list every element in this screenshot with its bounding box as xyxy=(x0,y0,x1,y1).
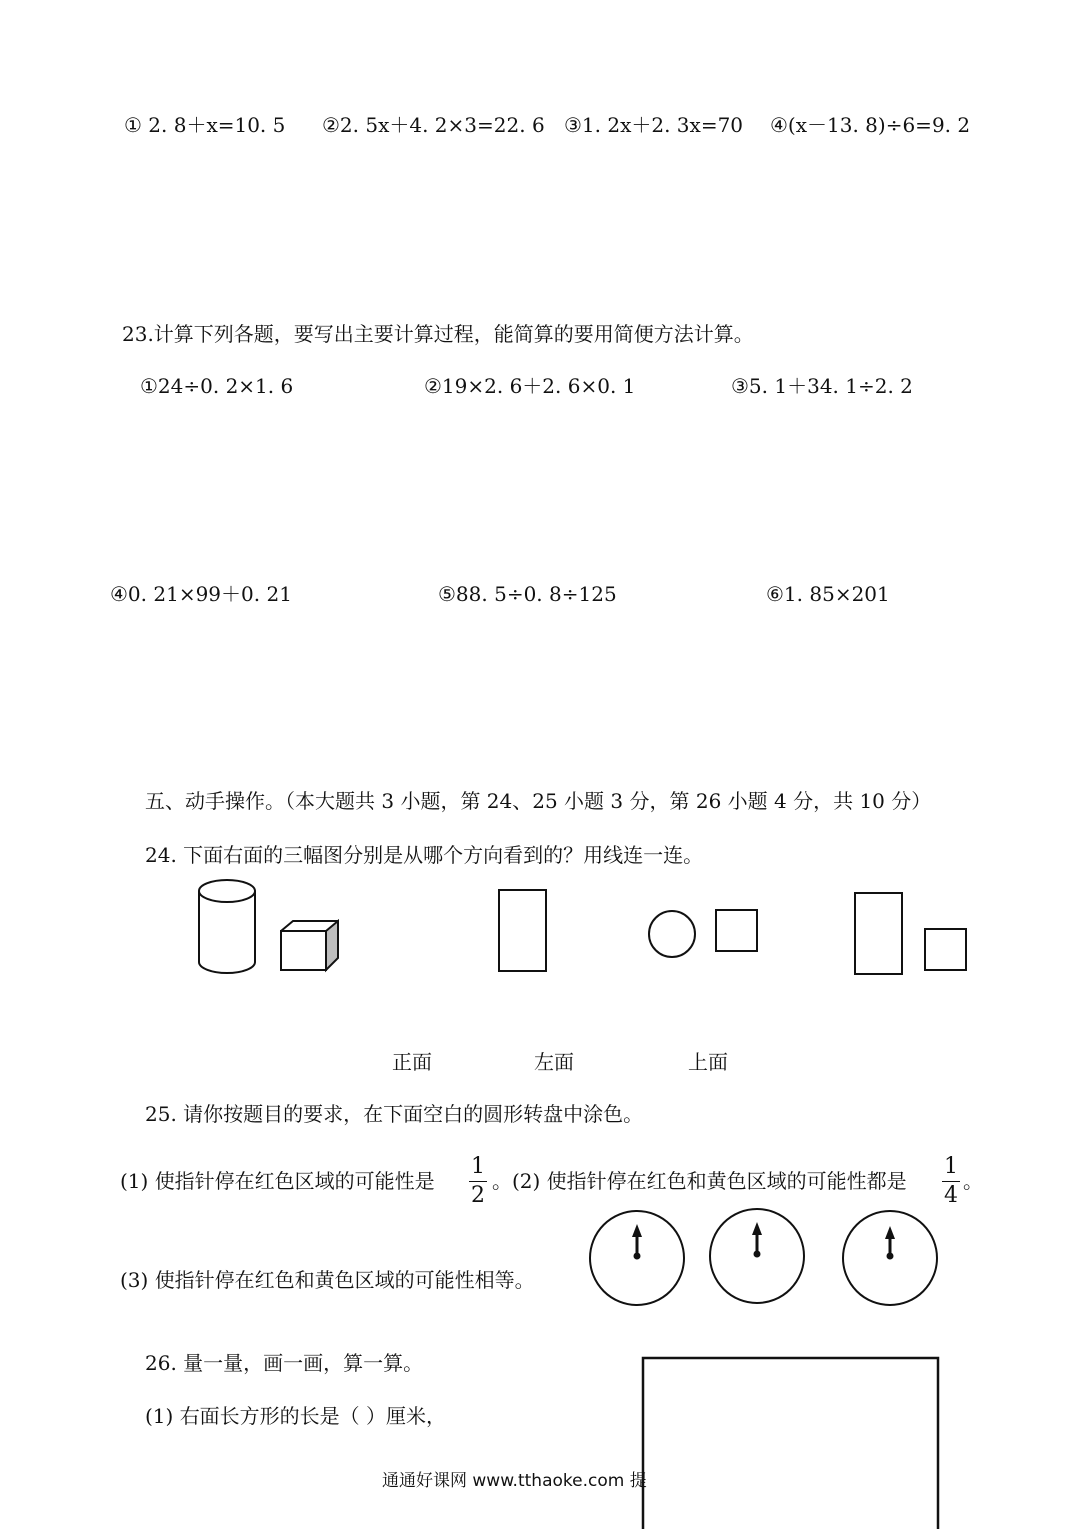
fraction-numerator: 1 xyxy=(471,1154,485,1179)
fraction-numerator: 1 xyxy=(944,1154,958,1179)
q25-item-3: (3) 使指针停在红色和黄色区域的可能性相等。 xyxy=(120,1268,535,1292)
question-25-title: 25. 请你按题目的要求，在下面空白的圆形转盘中涂色。 xyxy=(145,1102,644,1126)
q26-item-1: (1) 右面长方形的长是（ ）厘米， xyxy=(145,1404,447,1428)
section-5-title: 五、动手操作。（本大题共 3 小题，第 24、25 小题 3 分，第 26 小题 4 分，共 10 分） xyxy=(145,789,932,813)
problem-2: ②19×2. 6＋2. 6×0. 1 xyxy=(424,374,636,398)
q25-item-2-end: 。 xyxy=(963,1169,983,1193)
label-front: 正面 xyxy=(392,1050,432,1074)
spinner-1 xyxy=(590,1211,684,1305)
problem-6: ⑥1. 85×201 xyxy=(766,582,890,606)
problem-4: ④0. 21×99＋0. 21 xyxy=(110,582,292,606)
question-24-title: 24. 下面右面的三幅图分别是从哪个方向看到的？用线连一连。 xyxy=(145,843,704,867)
problem-5: ⑤88. 5÷0. 8÷125 xyxy=(438,582,617,606)
problem-1: ①24÷0. 2×1. 6 xyxy=(140,374,294,398)
cylinder-shape xyxy=(199,880,255,973)
equation-1: ① 2. 8＋x=10. 5 xyxy=(124,113,286,137)
problem-3: ③5. 1＋34. 1÷2. 2 xyxy=(731,374,913,398)
measure-rectangle xyxy=(643,1358,938,1529)
fraction-denominator: 4 xyxy=(944,1183,958,1208)
view-rectangle-and-square xyxy=(855,893,966,974)
question-26-title: 26. 量一量，画一画，算一算。 xyxy=(145,1351,424,1375)
label-top: 上面 xyxy=(688,1050,728,1074)
spinner-3 xyxy=(843,1211,937,1305)
view-circle-and-square xyxy=(649,910,757,957)
equation-2: ②2. 5x＋4. 2×3=22. 6 xyxy=(322,113,545,137)
q25-item-1: (1) 使指针停在红色区域的可能性是 xyxy=(120,1169,435,1193)
view-tall-rectangle xyxy=(499,890,546,971)
fraction-denominator: 2 xyxy=(471,1183,485,1208)
label-left: 左面 xyxy=(534,1050,574,1074)
box-shape xyxy=(281,921,338,970)
equation-4: ④(x－13. 8)÷6=9. 2 xyxy=(770,113,971,137)
spinner-2 xyxy=(710,1209,804,1303)
question-23-title: 23.计算下列各题，要写出主要计算过程，能简算的要用简便方法计算。 xyxy=(122,322,754,346)
footer-watermark: 通通好课网 www.tthaoke.com 提 xyxy=(382,1471,647,1491)
q25-item-2: 。(2) 使指针停在红色和黄色区域的可能性都是 xyxy=(492,1169,907,1193)
equation-3: ③1. 2x＋2. 3x=70 xyxy=(564,113,744,137)
